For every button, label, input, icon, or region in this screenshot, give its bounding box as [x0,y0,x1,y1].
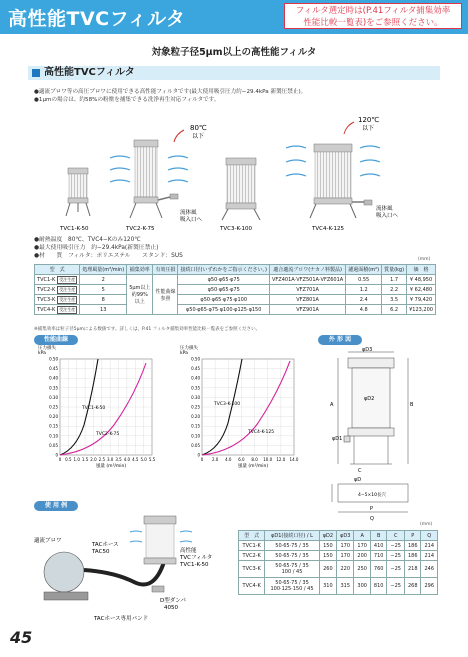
x-tick-label: 14.0 [289,457,299,462]
col-header: 濾過面積(m²) [346,265,382,275]
y-tick-label: 0.05 [191,442,200,448]
series-label: TVC3-K-100 [214,402,241,407]
right-chart [180,345,299,469]
x-tick-label: 5.5 [148,457,156,462]
price-cell: ¥ 79,420 [407,295,436,305]
temp-120-sub: 以下 [362,125,375,132]
damper-model: 4050 [164,605,178,611]
made-to-order-badge: 受注生産 [59,286,76,292]
section-title: 高性能TVCフィルタ [44,67,135,78]
table-row: TVC2-K 50·65·75 / 35 150 170 200 710 −25 186 214 [239,551,438,561]
filter-label: 高性能 [180,548,197,554]
dim-d3: φD3 [362,347,373,353]
y-tick-label: 0.40 [49,375,58,381]
x-tick-label: 4.0 [225,457,232,462]
x-tick-label: 3.5 [115,457,122,462]
table-row: TVC4-K 50·65·75 / 35 100·125·150 / 45 310 315 300 810 −25 268 296 [239,578,438,595]
page-number: 45 [10,628,33,647]
col-header: 価 格 [407,265,436,275]
x-tick-label: 2.0 [211,457,219,462]
model-cell: TVC3-K [37,296,56,303]
y-tick-label: 0.25 [191,404,200,410]
dim-b: B [410,402,414,408]
flow-label-1b: 吸入口へ [180,217,203,223]
blower-icon [44,552,84,592]
y-tick-label: 0.50 [191,356,200,362]
pressure-cell: 性能曲線 参照 [153,275,178,315]
hose-label: TACホース [92,542,119,548]
y-tick-label: 0.30 [49,394,58,400]
col-header: 捕集効率 [127,265,153,275]
x-tick-label: 2.0 [90,457,97,462]
x-tick-label: 8.0 [251,457,258,462]
dim-d2: φD2 [364,396,375,402]
outline-drawing-label: 外 形 図 [318,335,362,345]
y-axis-unit: kPa [180,351,188,356]
x-tick-label: 6.0 [238,457,245,462]
y-tick-label: 0.15 [191,423,200,429]
x-tick-label: 4.0 [123,457,131,462]
table-row: TVC1-K 50·65·75 / 35 150 170 170 410 −25 186 214 [239,541,438,551]
col-header: 適合適流ブロワ(ナカノ料製品) [269,265,345,275]
spec-item: ●材 質 フィルタ：ポリエステル スタンド：SUS [34,253,183,259]
damper-icon [152,586,164,592]
y-tick-label: 0.15 [49,423,58,429]
area-cell: 4.8 [346,305,382,315]
x-axis-label: 風量 (m³/min) [96,464,127,469]
usage-illustration [34,512,234,622]
feature-list [34,88,306,104]
y-tick-label: 0 [197,452,200,458]
y-tick-label: 0.35 [49,385,58,391]
outline-drawing [318,346,438,526]
y-tick-label: 0.05 [49,442,58,448]
y-axis-unit: kPa [38,351,46,356]
filter-tvc3-icon [222,158,260,220]
table-footnote: ※捕集効率は粒子径5μmによる数値です。詳しくは、P.41 フィルタ捕集効率性能比較一覧表をご参照ください。 [34,327,261,332]
col-header: 有効圧損 [153,265,178,275]
y-tick-label: 0.25 [49,404,58,410]
port-cell: φ50·φ65·φ75 [178,285,269,295]
model-cell: TVC1-K [37,276,56,283]
col-header: 型 式 [35,265,80,275]
price-cell: ¥ 62,480 [407,285,436,295]
made-to-order-badge: 受注生産 [59,276,76,282]
table-header-row [35,265,436,275]
spec-item: ●耐熱温度 80℃、TVC4−Kのみ120℃ [34,237,141,243]
table-row [35,305,436,315]
y-tick-label: 0.35 [191,385,200,391]
temp-80-label: 80℃ [190,124,207,132]
x-tick-label: 10.0 [263,457,273,462]
x-tick-label: 0 [58,457,62,462]
area-cell: 1.2 [346,285,382,295]
table-unit: (mm) [418,257,431,262]
usage-example-label: 使 用 例 [34,501,78,511]
dim-c: C [358,468,362,474]
series-label: TVC4-K-125 [248,430,275,435]
damper-label: D型ダンパ [160,598,186,604]
y-tick-label: 0.45 [49,366,58,372]
flow-label-1: 流体風 [180,210,197,216]
model-cell: TVC4-K [37,306,56,313]
band-label: TACホース専用バンド [94,616,149,622]
left-chart [38,345,156,469]
y-tick-label: 0.10 [49,433,58,439]
series-label: TVC2-K-75 [96,432,120,437]
series-label: TVC1-K-50 [82,406,106,411]
col-header: 型 式 [239,531,265,541]
y-tick-label: 0.20 [191,414,200,420]
col-header: 質量(kg) [382,265,407,275]
flow-label-2: 流体風 [376,206,393,212]
x-tick-label: 4.5 [132,457,139,462]
y-tick-label: 0.10 [191,433,200,439]
table-row: TVC3-K 50·65·75 / 35 100 / 45 260 220 250 760 −25 218 246 [239,561,438,578]
model-label: TVC4-K-125 [312,226,344,232]
col-header: φD3 [337,531,354,541]
filter-tvc1-icon [66,168,90,216]
reference-note-line-2: 性能比較一覧表)をご参照ください。 [303,18,443,28]
dim-d: φD [354,477,362,483]
blower-cell: VFZ401A·VFZ501A·VFZ601A [269,275,345,285]
y-axis-label: 圧力損失 [38,346,56,351]
reference-note [284,3,462,29]
table-row [35,275,436,285]
x-tick-label: 0.5 [65,457,72,462]
model-label: TVC1-K-50 [60,226,89,232]
subtitle: 対象粒子径5μm以上の高性能フィルタ [151,47,317,58]
x-tick-label: 3.0 [106,457,114,462]
model-label: TVC2-K-75 [126,226,155,232]
dimension-table [238,530,438,595]
x-tick-label: 12.0 [276,457,286,462]
filter-icon [144,516,176,524]
filter-label-2: TVCフィルタ [180,555,213,561]
holes-label: 4−5×10長穴 [358,493,386,498]
flow-cell: 2 [80,275,127,285]
product-figure [40,108,440,234]
col-header: 接続口径(いずれかをご指示ください。) [178,265,269,275]
x-tick-label: 5.0 [140,457,147,462]
made-to-order-badge: 受注生産 [59,296,76,302]
x-axis-label: 風量 (m³/min) [238,464,269,469]
col-header: 処理風量(m³/min) [80,265,127,275]
temp-80-sub: 以下 [192,133,205,140]
hose-model: TAC50 [92,549,110,555]
efficiency-cell: 5μm以上 約99% 以上 [127,275,153,315]
dim-table-unit: (mm) [420,522,433,527]
x-tick-label: 1.5 [81,457,89,462]
flow-cell: 13 [80,305,127,315]
col-header: C [387,531,405,541]
made-to-order-badge: 受注生産 [59,306,76,312]
col-header: φD1(接続口径) / L [265,531,319,541]
flow-cell: 8 [80,295,127,305]
col-header: φD2 [319,531,336,541]
feature-item: ●1μmの場合は、約58%の粉塵を捕集できる洗浄再生対応フィルタです。 [34,97,220,103]
y-tick-label: 0.45 [191,366,200,372]
spec-table [34,264,436,315]
x-tick-label: 0 [200,457,204,462]
col-header: P [405,531,421,541]
hose-icon [84,562,164,585]
table-row [35,295,436,305]
temp-120-label: 120℃ [358,116,380,124]
model-label: TVC3-K-100 [220,226,252,232]
blower-cell: VFZ701A [269,285,345,295]
filter-tvc2-icon [130,140,178,218]
mass-cell: 1.7 [382,275,407,285]
spec-list [34,236,183,260]
port-cell: φ50·φ65·φ75 [178,275,269,285]
spec-item: ●最大使用吸引圧力 約−29.4kPa(新製圧禁止) [34,245,159,251]
y-tick-label: 0.30 [191,394,200,400]
port-cell: φ50·φ65·φ75·φ100 [178,295,269,305]
blower-cell: VFZ901A [269,305,345,315]
mass-cell: 6.2 [382,305,407,315]
reference-note-line-1: フィルタ選定時は(P.41フィルタ捕集効率 [295,6,451,16]
x-tick-label: 1.0 [73,457,80,462]
temp-arrow-icon [174,130,184,142]
area-cell: 2.4 [346,295,382,305]
temp-arrow-icon [344,122,354,134]
x-tick-label: 2.5 [98,457,106,462]
y-tick-label: 0.50 [49,356,58,362]
port-cell: φ50·φ65·φ75·φ100·φ125·φ150 [178,305,269,315]
price-cell: ¥123,200 [407,305,436,315]
feature-item: ●適流ブロワ等の高圧ブロワに使用できる高性能フィルタです(最大使用吸引圧力約−29.4kPa 新製圧禁止)。 [34,89,307,95]
performance-curve-label: 性能曲線 [34,335,78,345]
model-cell: TVC2-K [37,286,56,293]
dim-q: Q [370,516,374,522]
filter-label-3: TVC1-K-50 [180,562,209,568]
page-title: 高性能TVCフィルタ [8,8,186,30]
table-header-row [239,531,438,541]
blower-label: 適流ブロワ [34,538,62,544]
mass-cell: 2.2 [382,285,407,295]
col-header: A [354,531,370,541]
dim-p: P [370,506,374,512]
section-square-icon [32,69,40,77]
dim-a: A [330,402,334,408]
table-row [35,285,436,295]
y-tick-label: 0 [55,452,58,458]
dim-d1: φD1 [332,436,343,442]
flow-cell: 5 [80,285,127,295]
performance-charts [34,345,304,477]
blower-cell: VFZ801A [269,295,345,305]
y-tick-label: 0.20 [49,414,58,420]
y-tick-label: 0.40 [191,375,200,381]
mass-cell: 3.5 [382,295,407,305]
y-axis-label: 圧力損失 [180,346,198,351]
flow-label-2b: 吸入口へ [376,213,399,219]
area-cell: 0.55 [346,275,382,285]
col-header: Q [421,531,438,541]
col-header: B [370,531,386,541]
filter-tvc4-icon [310,144,372,218]
price-cell: ¥ 48,950 [407,275,436,285]
